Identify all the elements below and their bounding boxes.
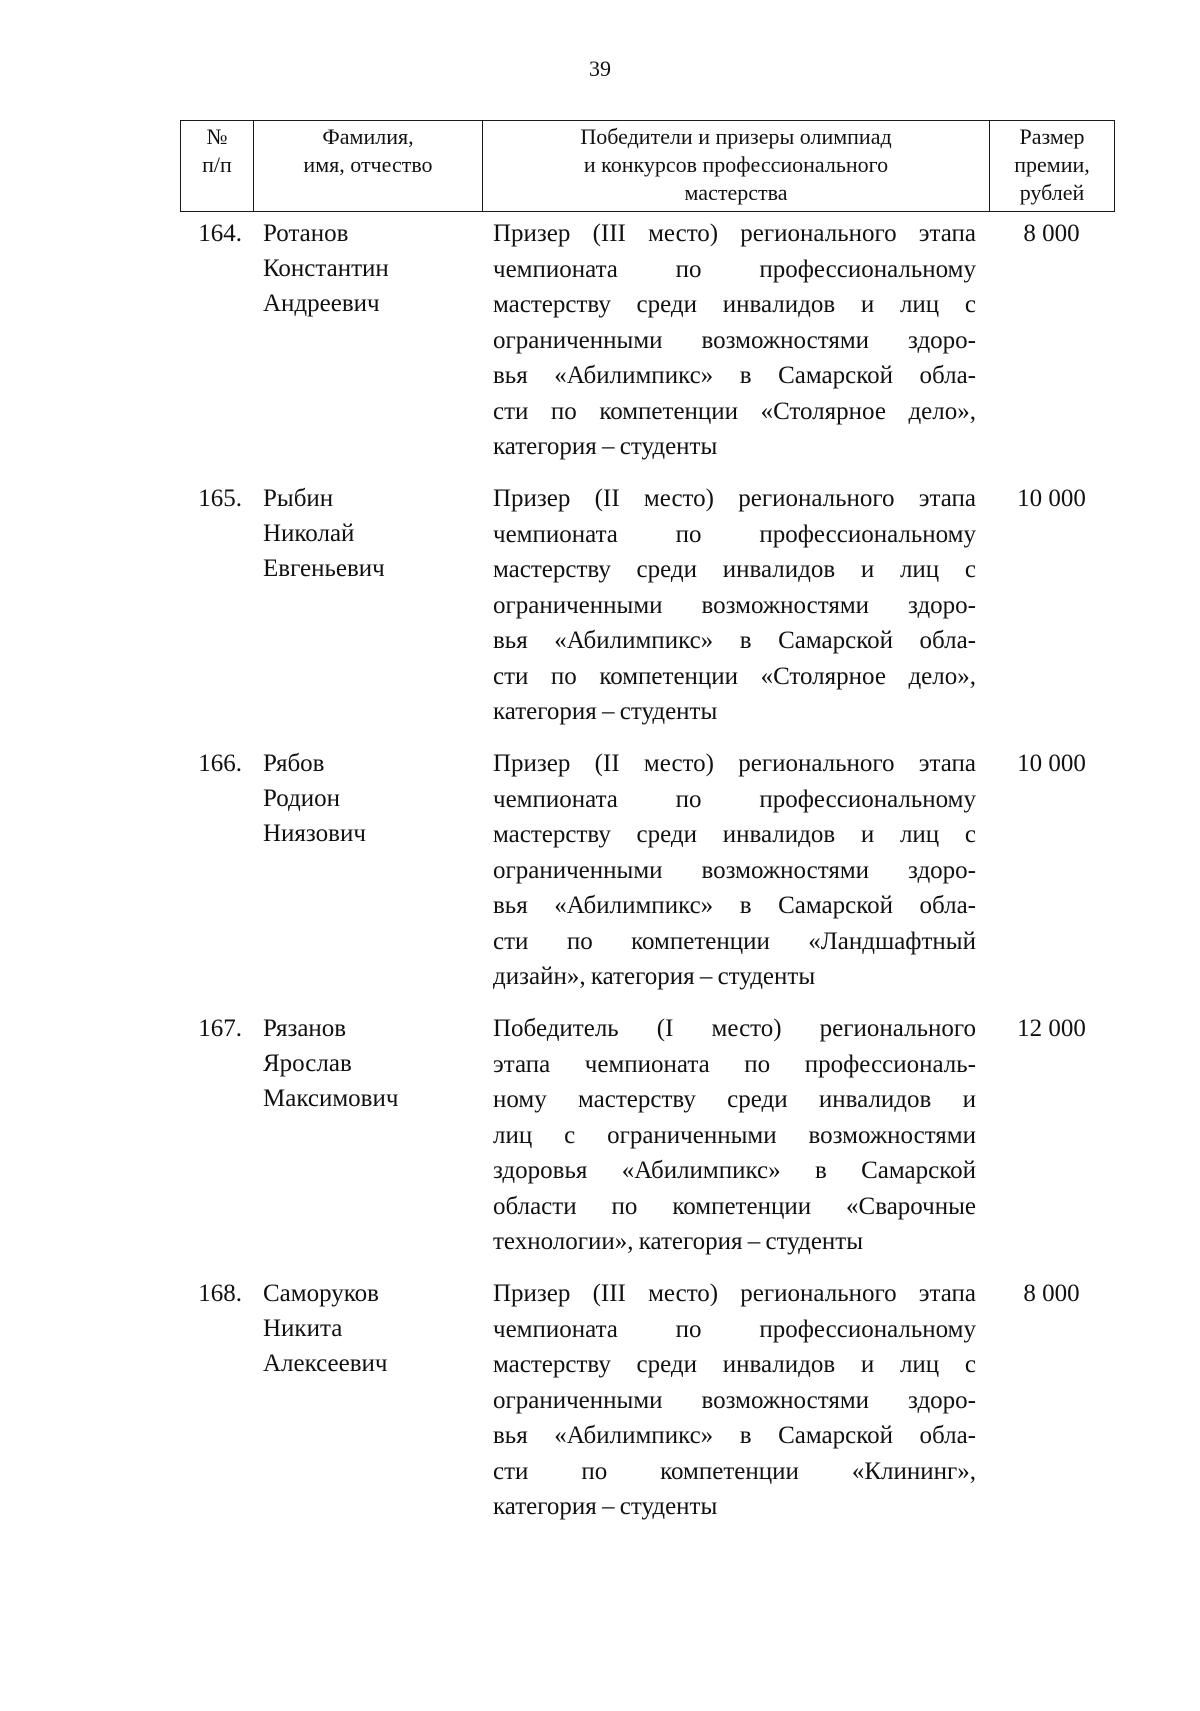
name-line: Рыбин <box>263 485 334 512</box>
table-row <box>180 746 1114 1011</box>
header-number: № п/п <box>181 121 254 212</box>
entries-list <box>180 216 1114 1541</box>
table-header <box>180 120 1115 212</box>
entry-number: 167. <box>198 1015 242 1042</box>
achievement-line: области по компетенции «Сварочные <box>493 1192 976 1220</box>
entry-full-name <box>263 481 483 586</box>
name-line: Ярослав <box>263 1050 352 1077</box>
name-line: Никита <box>263 1315 343 1342</box>
entry-prize-amount: 10 000 <box>1017 750 1086 777</box>
achievement-line: Призер (III место) регионального этапа <box>493 1280 976 1307</box>
achievement-line: мастерству среди инвалидов и лиц с <box>493 556 976 583</box>
name-line: Ниязович <box>263 820 366 847</box>
achievement-line: ограниченными возможностями здоро- <box>493 856 976 884</box>
entry-number: 165. <box>198 485 242 512</box>
name-line: Николай <box>263 520 355 547</box>
table-row <box>180 1276 1114 1541</box>
achievement-line: лиц с ограниченными возможностями <box>493 1121 976 1149</box>
achievement-line: чемпионата по профессиональному <box>493 785 976 813</box>
entry-number: 168. <box>198 1280 242 1307</box>
entry-achievement <box>493 481 976 730</box>
entry-achievement <box>493 1276 976 1525</box>
name-line: Андреевич <box>263 290 380 317</box>
name-line: Ротанов <box>263 220 349 247</box>
name-line: Рябов <box>263 750 325 777</box>
achievement-line: Победитель (I место) регионального <box>493 1015 976 1042</box>
entry-number: 164. <box>198 220 242 247</box>
header-row <box>181 121 1115 212</box>
achievement-line: этапа чемпионата по профессиональ- <box>493 1050 976 1078</box>
achievement-line: мастерству среди инвалидов и лиц с <box>493 291 976 318</box>
name-line: Константин <box>263 255 389 282</box>
achievement-line: мастерству среди инвалидов и лиц с <box>493 1351 976 1378</box>
entry-number: 166. <box>198 750 242 777</box>
name-line: Рязанов <box>263 1015 347 1042</box>
entry-achievement <box>493 1011 976 1260</box>
name-line: Максимович <box>263 1085 399 1112</box>
page-number: 39 <box>589 56 611 81</box>
entry-prize-amount: 12 000 <box>1017 1015 1086 1042</box>
achievement-line: сти по компетенции «Столярное дело», <box>493 397 976 425</box>
name-line: Алексеевич <box>263 1350 388 1377</box>
achievement-line: ограниченными возможностями здоро- <box>493 1386 976 1414</box>
achievement-line: Призер (III место) регионального этапа <box>493 220 976 247</box>
achievement-line: ному мастерству среди инвалидов и <box>493 1086 976 1113</box>
achievement-line: сти по компетенции «Клининг», <box>493 1457 976 1485</box>
achievement-line: чемпионата по профессиональному <box>493 520 976 548</box>
name-line: Саморуков <box>263 1280 379 1307</box>
achievement-line: Призер (II место) регионального этапа <box>493 750 976 777</box>
header-prize-amount: Размер премии, рублей <box>990 121 1115 212</box>
achievement-line: вья «Абилимпикс» в Самарской обла- <box>493 627 976 654</box>
achievement-line: здоровья «Абилимпикс» в Самарской <box>493 1157 976 1184</box>
achievement-line: Призер (II место) регионального этапа <box>493 485 976 512</box>
table-row <box>180 216 1114 481</box>
achievement-line: ограниченными возможностями здоро- <box>493 591 976 619</box>
achievement-line: категория – студенты <box>493 433 718 460</box>
achievement-line: ограниченными возможностями здоро- <box>493 326 976 354</box>
entry-prize-amount: 8 000 <box>1023 220 1080 247</box>
entry-achievement <box>493 746 976 995</box>
entry-full-name <box>263 1011 483 1116</box>
achievement-line: сти по компетенции «Столярное дело», <box>493 662 976 690</box>
achievement-line: категория – студенты <box>493 698 718 725</box>
achievement-line: технологии», категория – студенты <box>493 1228 864 1255</box>
achievement-line: вья «Абилимпикс» в Самарской обла- <box>493 362 976 389</box>
entry-achievement <box>493 216 976 465</box>
header-achievement: Победители и призеры олимпиад и конкурсов профессионального мастерства <box>483 121 990 212</box>
achievement-line: чемпионата по профессиональному <box>493 255 976 283</box>
entry-full-name <box>263 1276 483 1381</box>
achievement-line: чемпионата по профессиональному <box>493 1315 976 1343</box>
name-line: Родион <box>263 785 341 812</box>
entry-prize-amount: 10 000 <box>1017 485 1086 512</box>
achievement-line: вья «Абилимпикс» в Самарской обла- <box>493 892 976 919</box>
table-row <box>180 481 1114 746</box>
entry-prize-amount: 8 000 <box>1023 1280 1080 1307</box>
entry-full-name <box>263 216 483 321</box>
entry-full-name <box>263 746 483 851</box>
achievement-line: категория – студенты <box>493 1493 718 1520</box>
achievement-line: мастерству среди инвалидов и лиц с <box>493 821 976 848</box>
table-row <box>180 1011 1114 1276</box>
achievement-line: дизайн», категория – студенты <box>493 963 816 990</box>
achievement-line: вья «Абилимпикс» в Самарской обла- <box>493 1422 976 1449</box>
header-full-name: Фамилия, имя, отчество <box>254 121 483 212</box>
achievement-line: сти по компетенции «Ландшафтный <box>493 927 976 955</box>
name-line: Евгеньевич <box>263 555 385 582</box>
